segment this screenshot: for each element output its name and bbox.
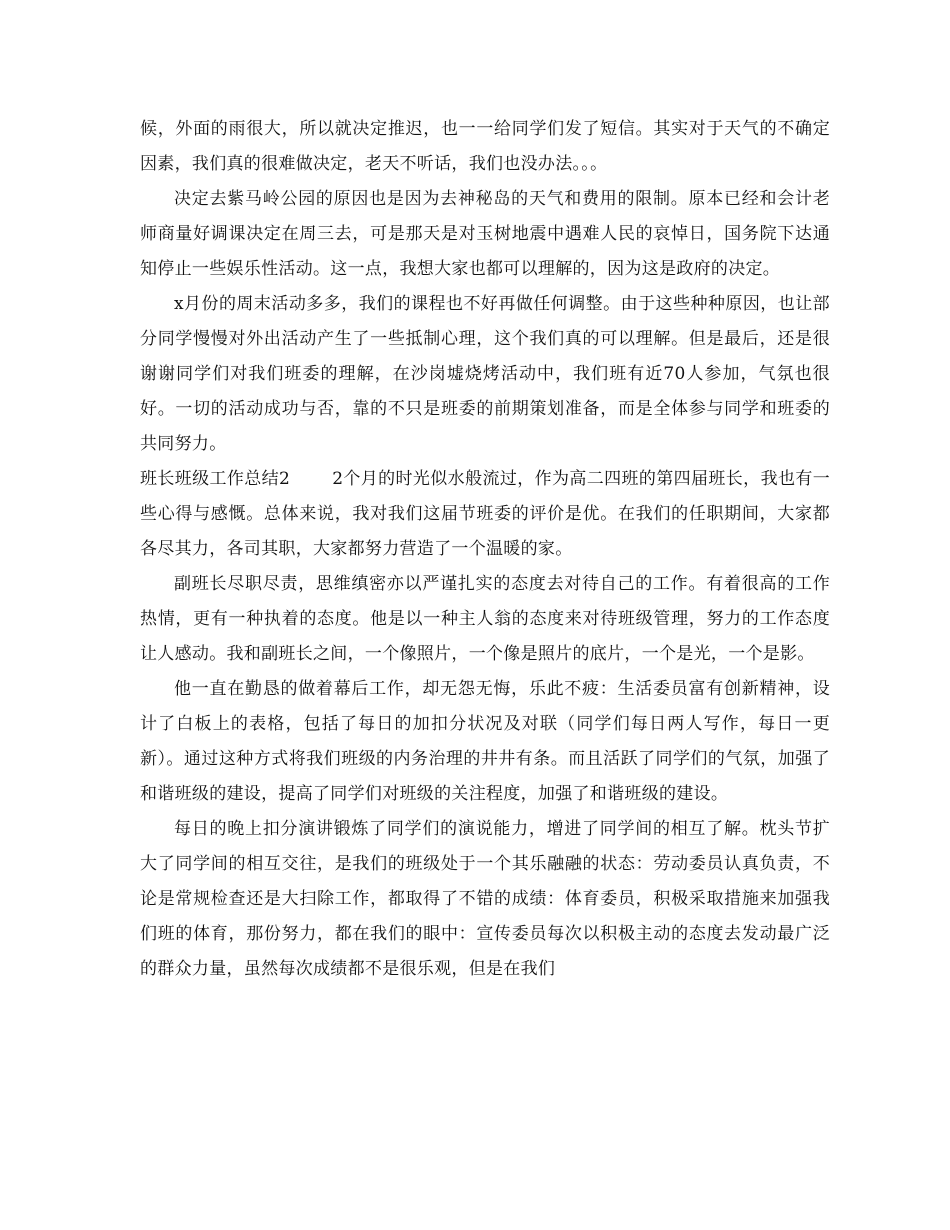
section-intro-text: 2个月的时光似水般流过，作为高二四班的第四届班长，我也有一些心得与感慨。总体来说，我对我们这届节班委的评价是优。在我们的任职期间，大家都各尽其力，各司其职，大家都努力营造了一个温暖的家。 <box>140 469 831 559</box>
paragraph-2: 决定去紫马岭公园的原因也是因为去神秘岛的天气和费用的限制。原本已经和会计老师商量好调课决定在周三去，可是那天是对玉树地震中遇难人民的哀悼日，国务院下达通知停止一些娱乐性活动。这一点，我想大家也都可以理解的，因为这是政府的决定。 <box>140 189 830 279</box>
paragraph-1: 候，外面的雨很大，所以就决定推迟，也一一给同学们发了短信。其实对于天气的不确定因素，我们真的很难做决定，老天不听话，我们也没办法。。。 <box>140 119 830 174</box>
paragraph-4: 副班长尽职尽责，思维缜密亦以严谨扎实的态度去对待自己的工作。有着很高的工作热情，更有一种执着的态度。他是以一种主人翁的态度来对待班级管理，努力的工作态度让人感动。我和副班长之间，一个像照片，一个像是照片的底片，一个是光，一个是影。 <box>140 574 830 664</box>
paragraph-6: 每日的晚上扣分演讲锻炼了同学们的演说能力，增进了同学间的相互了解。枕头节扩大了同学间的相互交往，是我们的班级处于一个其乐融融的状态：劳动委员认真负责，不论是常规检查还是大扫除工作，都取得了不错的成绩：体育委员，积极采取措施来加强我们班的体育，那份努力，都在我们的眼中：宣传委员每次以积极主动的态度去发动最广泛的群众力量，虽然每次成绩都不是很乐观，但是在我们 <box>140 819 830 979</box>
document-body <box>140 112 830 987</box>
paragraph-3: x月份的周末活动多多，我们的课程也不好再做任何调整。由于这些种种原因，也让部分同学慢慢对外出活动产生了一些抵制心理，这个我们真的可以理解。但是最后，还是很谢谢同学们对我们班委的理解，在沙岗墟烧烤活动中，我们班有近70人参加，气氛也很好。一切的活动成功与否，靠的不只是班委的前期策划准备，而是全体参与同学和班委的共同努力。 <box>140 294 830 454</box>
section-heading: 班长班级工作总结2 <box>140 469 291 489</box>
section-paragraph <box>140 462 830 567</box>
paragraph-5: 他一直在勤恳的做着幕后工作，却无怨无悔，乐此不疲：生活委员富有创新精神，设计了白板上的表格，包括了每日的加扣分状况及对联（同学们每日两人写作，每日一更新）。通过这种方式将我们班级的内务治理的井井有条。而且活跃了同学们的气氛，加强了和谐班级的建设，提高了同学们对班级的关注程度，加强了和谐班级的建设。 <box>140 679 830 804</box>
